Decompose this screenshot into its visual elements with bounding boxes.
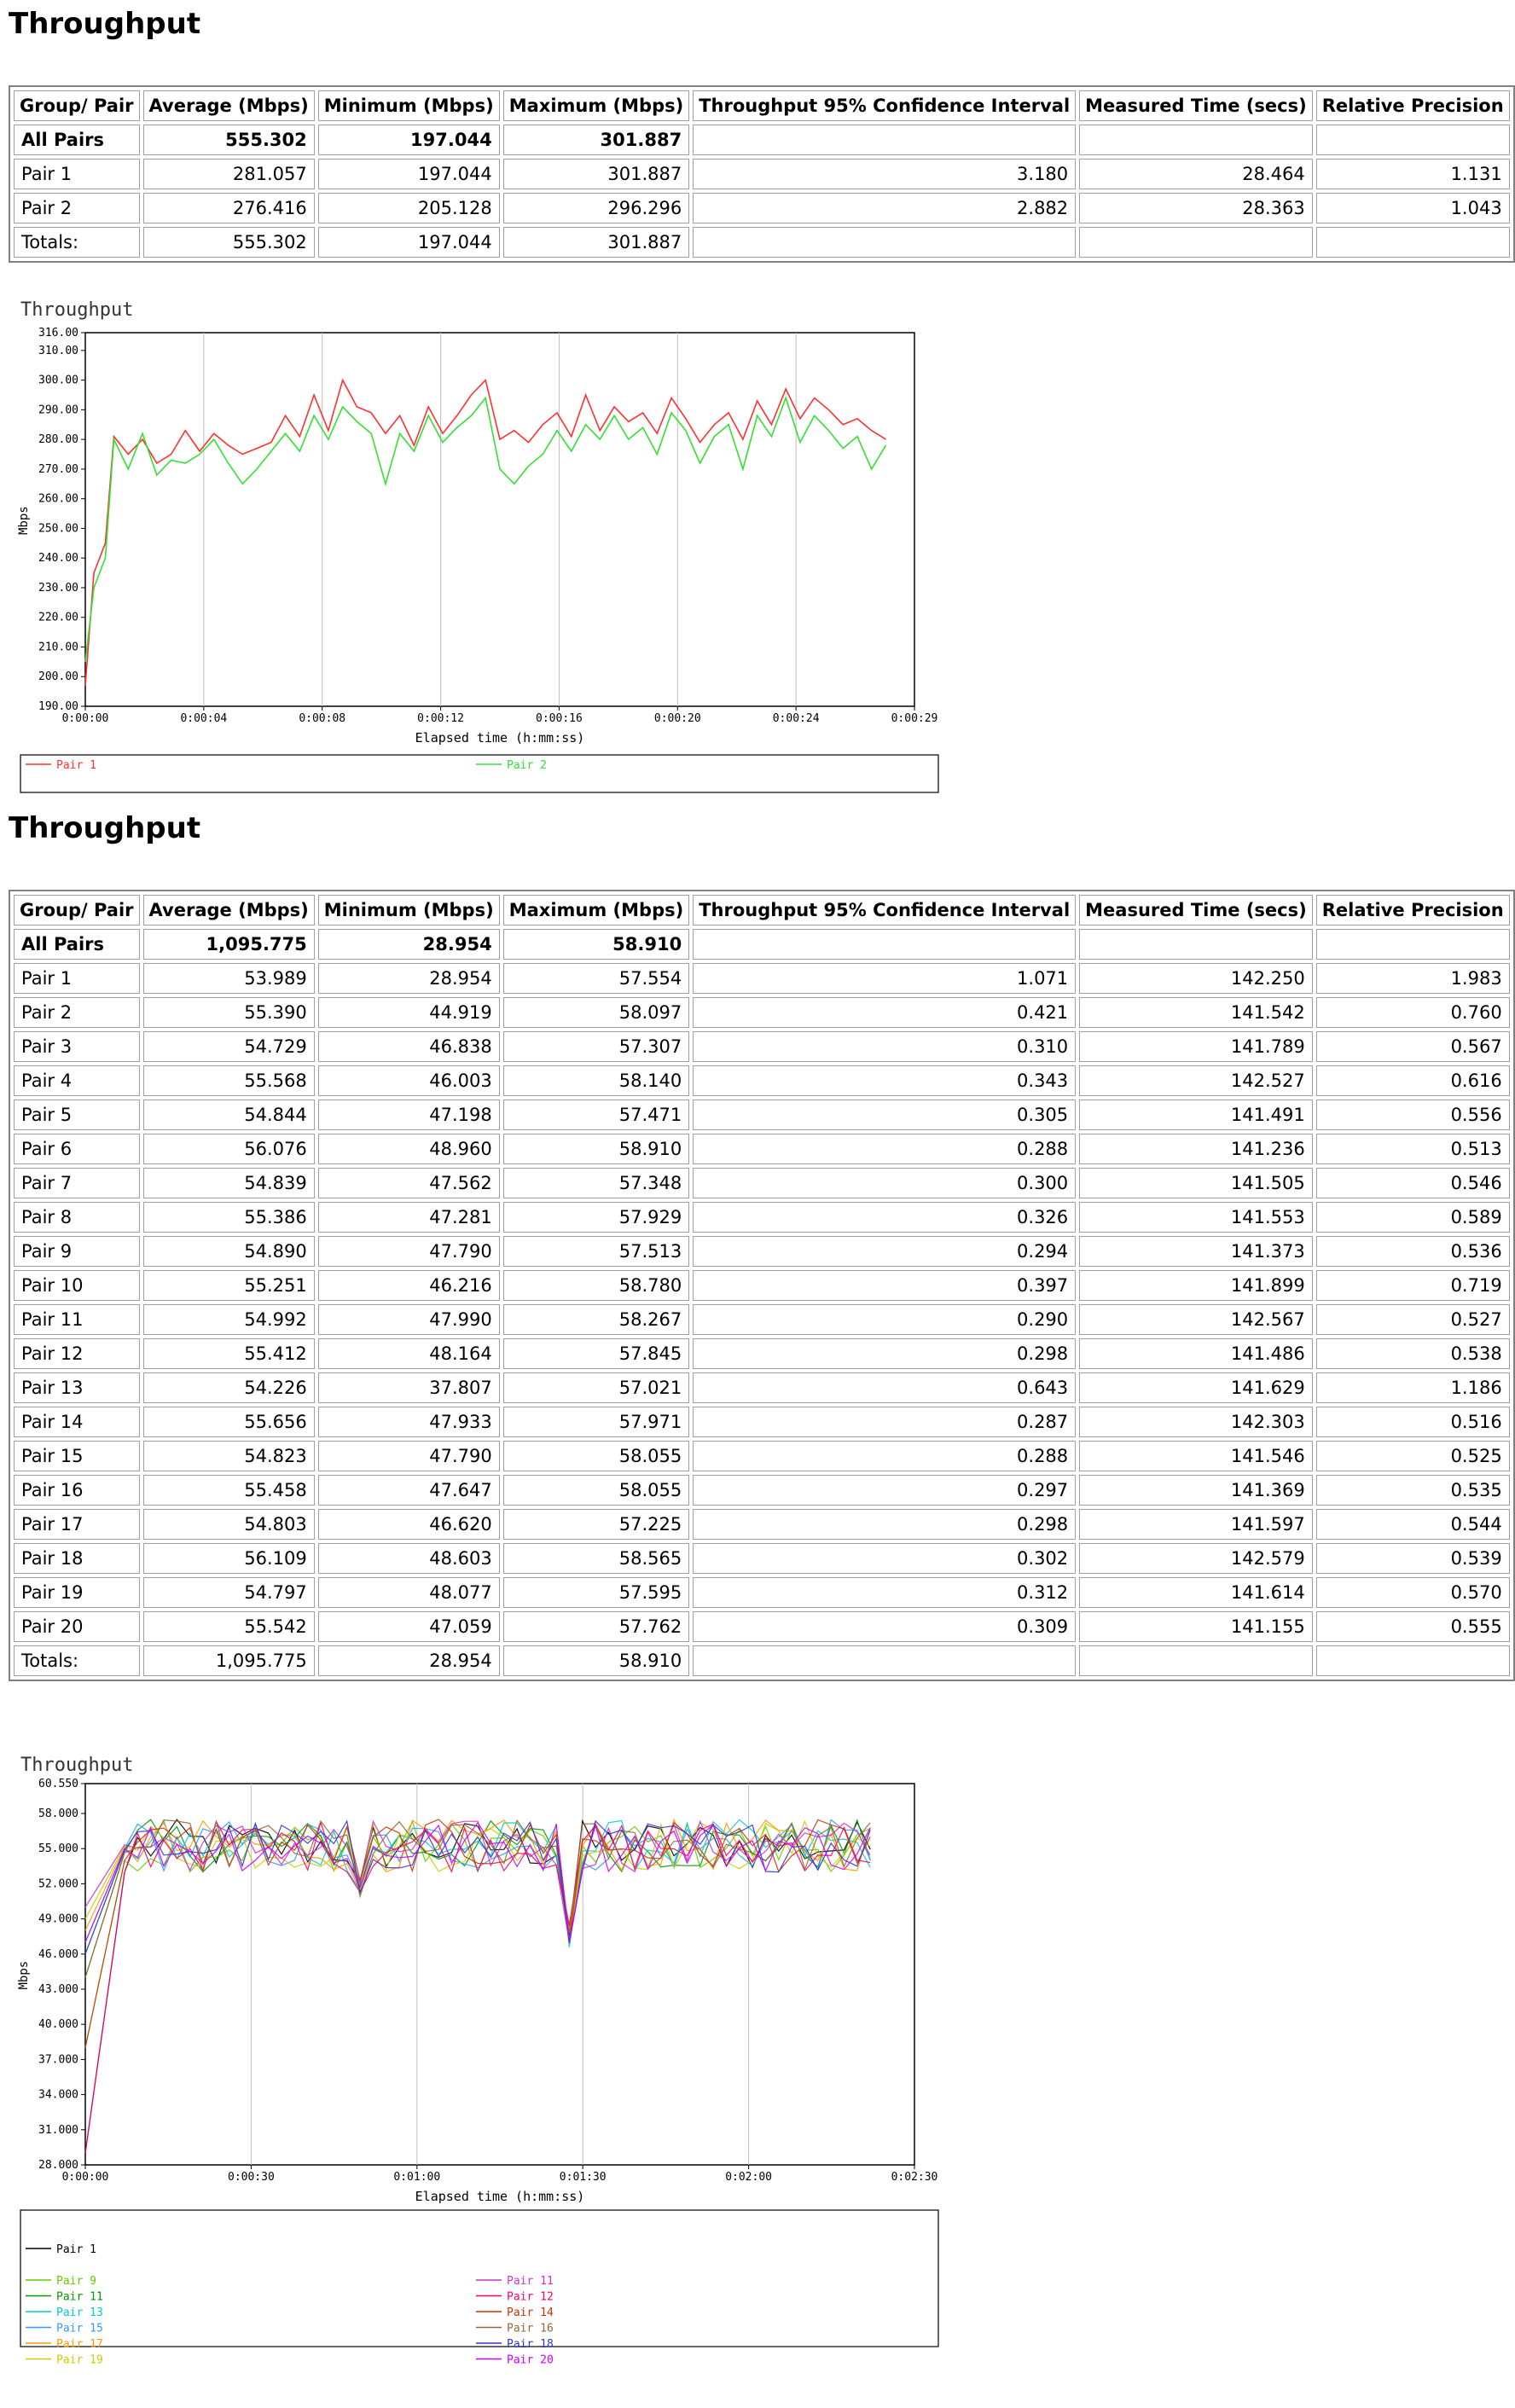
table-cell: 0.589 (1316, 1202, 1510, 1233)
table-cell: 57.971 (503, 1407, 690, 1437)
legend-label: Pair 1 (56, 2243, 96, 2256)
table-cell (693, 125, 1076, 155)
table-cell (1079, 929, 1313, 960)
row-label: Pair 20 (14, 1611, 140, 1642)
table-cell: 47.059 (318, 1611, 500, 1642)
table-cell: 142.303 (1079, 1407, 1313, 1437)
table-cell (1316, 929, 1510, 960)
table-row (14, 1134, 1510, 1164)
table-cell: 54.992 (143, 1304, 315, 1335)
row-label: Pair 9 (14, 1236, 140, 1267)
table-cell: 0.760 (1316, 997, 1510, 1028)
table-cell: 0.555 (1316, 1611, 1510, 1642)
table-cell: 0.719 (1316, 1270, 1510, 1301)
column-header: Maximum (Mbps) (503, 895, 690, 925)
table-cell (693, 1645, 1076, 1676)
table-cell: 141.789 (1079, 1031, 1313, 1062)
legend-label: Pair 1 (56, 759, 96, 772)
table-cell: 47.990 (318, 1304, 500, 1335)
table-cell: 0.326 (693, 1202, 1076, 1233)
plot-area (85, 333, 914, 706)
table-cell: 141.491 (1079, 1100, 1313, 1130)
table-cell: 54.803 (143, 1509, 315, 1540)
table-cell: 58.910 (503, 1134, 690, 1164)
table-cell: 57.554 (503, 963, 690, 994)
table-row (14, 1543, 1510, 1574)
table-row (14, 1270, 1510, 1301)
table-cell: 0.288 (693, 1441, 1076, 1471)
table-cell: 57.307 (503, 1031, 690, 1062)
table-cell: 46.620 (318, 1509, 500, 1540)
column-header: Measured Time (secs) (1079, 895, 1313, 925)
row-label: All Pairs (14, 929, 140, 960)
row-label: Pair 13 (14, 1372, 140, 1403)
table-row (14, 1577, 1510, 1608)
row-label: Totals: (14, 1645, 140, 1676)
table-row (14, 193, 1510, 223)
table-cell: 1,095.775 (143, 929, 315, 960)
table-cell: 28.954 (318, 929, 500, 960)
table-row (14, 1509, 1510, 1540)
table-cell: 54.890 (143, 1236, 315, 1267)
row-label: All Pairs (14, 125, 140, 155)
row-label: Pair 17 (14, 1509, 140, 1540)
table-cell: 205.128 (318, 193, 500, 223)
legend-label: Pair 15 (56, 2322, 103, 2335)
table-cell: 47.198 (318, 1100, 500, 1130)
legend-label: Pair 13 (56, 2306, 103, 2319)
throughput-chart-svg (9, 290, 955, 802)
column-header: Throughput 95% Confidence Interval (693, 895, 1076, 925)
table-row (14, 1475, 1510, 1506)
table-cell: 0.570 (1316, 1577, 1510, 1608)
row-label: Pair 15 (14, 1441, 140, 1471)
column-header: Measured Time (secs) (1079, 90, 1313, 121)
x-tick-label: 0:00:20 (653, 712, 701, 725)
table-cell: 301.887 (503, 227, 690, 258)
table-cell: 57.929 (503, 1202, 690, 1233)
table-cell: 0.305 (693, 1100, 1076, 1130)
table-cell: 0.539 (1316, 1543, 1510, 1574)
table-cell: 44.919 (318, 997, 500, 1028)
table-cell: 197.044 (318, 125, 500, 155)
row-label: Pair 6 (14, 1134, 140, 1164)
legend-label: Pair 14 (507, 2306, 554, 2319)
table-cell (1316, 125, 1510, 155)
row-label: Pair 5 (14, 1100, 140, 1130)
table-cell: 141.629 (1079, 1372, 1313, 1403)
table-header-row (14, 90, 1510, 121)
table-cell (1079, 227, 1313, 258)
y-tick-label: 316.00 (38, 327, 78, 339)
throughput-chart (9, 1745, 955, 2367)
table-cell: 141.486 (1079, 1338, 1313, 1369)
table-cell: 28.954 (318, 1645, 500, 1676)
table-row (14, 227, 1510, 258)
table-row (14, 1407, 1510, 1437)
table-cell: 276.416 (143, 193, 315, 223)
table-cell: 0.513 (1316, 1134, 1510, 1164)
table-cell: 0.302 (693, 1543, 1076, 1574)
column-header: Maximum (Mbps) (503, 90, 690, 121)
table-cell: 58.055 (503, 1441, 690, 1471)
table-cell: 58.565 (503, 1543, 690, 1574)
table-cell: 0.643 (693, 1372, 1076, 1403)
y-tick-label: 200.00 (38, 670, 78, 684)
table-cell: 2.882 (693, 193, 1076, 223)
y-tick-label: 210.00 (38, 641, 78, 654)
table-cell: 54.797 (143, 1577, 315, 1608)
table-cell: 55.251 (143, 1270, 315, 1301)
legend-label: Pair 19 (56, 2353, 103, 2367)
table-cell: 58.910 (503, 929, 690, 960)
table-cell: 3.180 (693, 159, 1076, 189)
table-cell: 555.302 (143, 125, 315, 155)
x-tick-label: 0:02:30 (891, 2171, 938, 2184)
column-header: Average (Mbps) (143, 90, 315, 121)
table-cell (1316, 1645, 1510, 1676)
table-cell: 53.989 (143, 963, 315, 994)
x-tick-label: 0:01:30 (559, 2171, 607, 2184)
table-row (14, 1611, 1510, 1642)
x-tick-label: 0:00:29 (891, 712, 938, 725)
table-cell (1316, 227, 1510, 258)
table-cell: 0.516 (1316, 1407, 1510, 1437)
table-cell: 0.397 (693, 1270, 1076, 1301)
table-cell: 0.556 (1316, 1100, 1510, 1130)
table-cell: 141.614 (1079, 1577, 1313, 1608)
y-tick-label: 310.00 (38, 344, 78, 357)
table-cell: 28.363 (1079, 193, 1313, 223)
table-cell: 57.348 (503, 1168, 690, 1198)
table-cell: 141.899 (1079, 1270, 1313, 1301)
table-cell: 48.077 (318, 1577, 500, 1608)
y-tick-label: 230.00 (38, 581, 78, 595)
table-cell: 58.097 (503, 997, 690, 1028)
table-cell: 0.300 (693, 1168, 1076, 1198)
table-cell: 0.310 (693, 1031, 1076, 1062)
table-cell: 57.845 (503, 1338, 690, 1369)
chart-title: Throughput (20, 299, 134, 321)
table-row (14, 997, 1510, 1028)
legend-label: Pair 17 (56, 2338, 103, 2351)
table-cell: 58.780 (503, 1270, 690, 1301)
table-cell: 281.057 (143, 159, 315, 189)
table-cell: 58.267 (503, 1304, 690, 1335)
table-row (14, 125, 1510, 155)
legend (20, 755, 938, 792)
table-cell: 142.250 (1079, 963, 1313, 994)
table-cell: 57.595 (503, 1577, 690, 1608)
table-row (14, 1338, 1510, 1369)
table-cell: 46.216 (318, 1270, 500, 1301)
table-cell: 0.535 (1316, 1475, 1510, 1506)
column-header: Group/ Pair (14, 90, 140, 121)
table-cell: 0.294 (693, 1236, 1076, 1267)
table-cell: 0.538 (1316, 1338, 1510, 1369)
table-row (14, 159, 1510, 189)
table-cell: 57.225 (503, 1509, 690, 1540)
table-cell: 58.910 (503, 1645, 690, 1676)
table-cell: 197.044 (318, 159, 500, 189)
table-cell: 0.290 (693, 1304, 1076, 1335)
table-cell: 57.762 (503, 1611, 690, 1642)
section-title: Throughput (9, 811, 201, 845)
table-cell: 57.021 (503, 1372, 690, 1403)
table-cell: 1.043 (1316, 193, 1510, 223)
table-cell: 0.567 (1316, 1031, 1510, 1062)
table-cell: 1.983 (1316, 963, 1510, 994)
table-row (14, 1236, 1510, 1267)
table-row (14, 1441, 1510, 1471)
table-cell (693, 227, 1076, 258)
table-row (14, 1372, 1510, 1403)
table-cell: 1.071 (693, 963, 1076, 994)
table-cell: 0.525 (1316, 1441, 1510, 1471)
table-cell: 0.546 (1316, 1168, 1510, 1198)
legend-label: Pair 11 (56, 2290, 103, 2304)
x-tick-label: 0:00:00 (61, 712, 109, 725)
table-cell: 54.823 (143, 1441, 315, 1471)
table-cell: 0.544 (1316, 1509, 1510, 1540)
column-header: Group/ Pair (14, 895, 140, 925)
table-cell: 57.471 (503, 1100, 690, 1130)
table-cell: 55.390 (143, 997, 315, 1028)
table-cell: 55.656 (143, 1407, 315, 1437)
table-cell: 47.562 (318, 1168, 500, 1198)
table-cell: 47.647 (318, 1475, 500, 1506)
legend-label: Pair 2 (507, 759, 547, 772)
column-header: Minimum (Mbps) (318, 90, 500, 121)
row-label: Pair 11 (14, 1304, 140, 1335)
x-tick-label: 0:00:30 (228, 2171, 275, 2184)
table-row (14, 963, 1510, 994)
x-tick-label: 0:02:00 (725, 2171, 772, 2184)
table-cell: 0.309 (693, 1611, 1076, 1642)
throughput-table (9, 85, 1515, 263)
table-cell: 0.297 (693, 1475, 1076, 1506)
x-tick-label: 0:01:00 (393, 2171, 441, 2184)
table-cell: 48.960 (318, 1134, 500, 1164)
table-cell: 54.729 (143, 1031, 315, 1062)
table-cell: 296.296 (503, 193, 690, 223)
table-cell (693, 929, 1076, 960)
legend-label: Pair 20 (507, 2353, 554, 2367)
row-label: Pair 10 (14, 1270, 140, 1301)
column-header: Throughput 95% Confidence Interval (693, 90, 1076, 121)
row-label: Pair 2 (14, 193, 140, 223)
table-cell (1079, 1645, 1313, 1676)
row-label: Pair 3 (14, 1031, 140, 1062)
y-tick-label: 280.00 (38, 433, 78, 447)
y-tick-label: 250.00 (38, 522, 78, 536)
table-cell: 1.131 (1316, 159, 1510, 189)
x-tick-label: 0:00:16 (536, 712, 583, 725)
table-cell: 141.505 (1079, 1168, 1313, 1198)
table-cell: 54.226 (143, 1372, 315, 1403)
y-tick-label: 290.00 (38, 403, 78, 417)
y-tick-label: 46.000 (38, 1947, 78, 1961)
table-cell: 0.288 (693, 1134, 1076, 1164)
table-cell: 141.236 (1079, 1134, 1313, 1164)
table-row (14, 1202, 1510, 1233)
table-cell: 141.546 (1079, 1441, 1313, 1471)
table-row (14, 1645, 1510, 1676)
table-cell: 142.579 (1079, 1543, 1313, 1574)
y-tick-label: 31.000 (38, 2123, 78, 2137)
x-axis-label: Elapsed time (h:mm:ss) (415, 2189, 585, 2204)
legend-label: Pair 9 (56, 2275, 96, 2288)
table-cell: 555.302 (143, 227, 315, 258)
y-tick-label: 220.00 (38, 611, 78, 624)
table-cell: 55.412 (143, 1338, 315, 1369)
table-cell: 37.807 (318, 1372, 500, 1403)
x-axis-label: Elapsed time (h:mm:ss) (415, 730, 585, 746)
table-cell: 141.553 (1079, 1202, 1313, 1233)
legend-label: Pair 11 (507, 2275, 554, 2288)
table-cell: 58.055 (503, 1475, 690, 1506)
chart-title: Throughput (20, 1755, 134, 1776)
y-tick-label: 300.00 (38, 374, 78, 387)
table-cell: 46.003 (318, 1065, 500, 1096)
table-cell: 55.386 (143, 1202, 315, 1233)
table-cell: 56.109 (143, 1543, 315, 1574)
column-header: Relative Precision (1316, 90, 1510, 121)
y-tick-label: 40.000 (38, 2018, 78, 2032)
row-label: Totals: (14, 227, 140, 258)
table-cell: 0.287 (693, 1407, 1076, 1437)
table-cell: 28.954 (318, 963, 500, 994)
table-cell: 0.312 (693, 1577, 1076, 1608)
table-cell: 55.568 (143, 1065, 315, 1096)
table-cell: 0.616 (1316, 1065, 1510, 1096)
table-cell: 0.343 (693, 1065, 1076, 1096)
row-label: Pair 1 (14, 159, 140, 189)
table-cell: 141.155 (1079, 1611, 1313, 1642)
row-label: Pair 1 (14, 963, 140, 994)
table-cell (1079, 125, 1313, 155)
table-cell: 141.542 (1079, 997, 1313, 1028)
table-cell: 57.513 (503, 1236, 690, 1267)
row-label: Pair 14 (14, 1407, 140, 1437)
table-cell: 301.887 (503, 159, 690, 189)
table-row (14, 1065, 1510, 1096)
x-tick-label: 0:00:04 (180, 712, 228, 725)
table-cell: 47.933 (318, 1407, 500, 1437)
x-tick-label: 0:00:24 (772, 712, 820, 725)
y-tick-label: 260.00 (38, 492, 78, 506)
y-axis-label: Mbps (17, 1960, 31, 1990)
x-tick-label: 0:00:12 (417, 712, 464, 725)
legend-label: Pair 16 (507, 2322, 554, 2335)
column-header: Minimum (Mbps) (318, 895, 500, 925)
throughput-table (9, 890, 1515, 1681)
table-cell: 55.458 (143, 1475, 315, 1506)
table-cell: 47.281 (318, 1202, 500, 1233)
y-tick-label: 60.550 (38, 1778, 78, 1790)
table-cell: 141.597 (1079, 1509, 1313, 1540)
table-row (14, 1100, 1510, 1130)
table-cell: 0.298 (693, 1338, 1076, 1369)
table-cell: 142.527 (1079, 1065, 1313, 1096)
table-row (14, 1304, 1510, 1335)
y-tick-label: 28.000 (38, 2159, 78, 2172)
table-cell: 1.186 (1316, 1372, 1510, 1403)
row-label: Pair 19 (14, 1577, 140, 1608)
table-cell: 141.369 (1079, 1475, 1313, 1506)
table-cell: 54.844 (143, 1100, 315, 1130)
row-label: Pair 8 (14, 1202, 140, 1233)
table-cell: 47.790 (318, 1236, 500, 1267)
row-label: Pair 12 (14, 1338, 140, 1369)
y-tick-label: 43.000 (38, 1983, 78, 1997)
table-row (14, 1168, 1510, 1198)
y-axis-label: Mbps (17, 506, 31, 535)
legend-label: Pair 12 (507, 2290, 554, 2304)
y-tick-label: 37.000 (38, 2053, 78, 2067)
x-tick-label: 0:00:00 (61, 2171, 109, 2184)
table-row (14, 929, 1510, 960)
throughput-chart-svg (9, 1745, 955, 2367)
table-header-row (14, 895, 1510, 925)
legend-label: Pair 18 (507, 2338, 554, 2351)
table-cell: 58.140 (503, 1065, 690, 1096)
y-tick-label: 55.000 (38, 1842, 78, 1856)
table-cell: 48.603 (318, 1543, 500, 1574)
y-tick-label: 52.000 (38, 1877, 78, 1891)
y-tick-label: 34.000 (38, 2088, 78, 2102)
table-cell: 46.838 (318, 1031, 500, 1062)
table-cell: 55.542 (143, 1611, 315, 1642)
column-header: Average (Mbps) (143, 895, 315, 925)
table-cell: 1,095.775 (143, 1645, 315, 1676)
table-cell: 0.527 (1316, 1304, 1510, 1335)
table-cell: 197.044 (318, 227, 500, 258)
table-cell: 0.298 (693, 1509, 1076, 1540)
x-tick-label: 0:00:08 (299, 712, 346, 725)
table-cell: 0.536 (1316, 1236, 1510, 1267)
y-tick-label: 240.00 (38, 552, 78, 566)
table-cell: 142.567 (1079, 1304, 1313, 1335)
table-cell: 48.164 (318, 1338, 500, 1369)
row-label: Pair 7 (14, 1168, 140, 1198)
table-row (14, 1031, 1510, 1062)
table-cell: 47.790 (318, 1441, 500, 1471)
row-label: Pair 16 (14, 1475, 140, 1506)
y-tick-label: 270.00 (38, 462, 78, 476)
table-cell: 28.464 (1079, 159, 1313, 189)
table-cell: 54.839 (143, 1168, 315, 1198)
y-tick-label: 190.00 (38, 700, 78, 713)
table-cell: 141.373 (1079, 1236, 1313, 1267)
throughput-chart (9, 290, 955, 802)
section-title: Throughput (9, 7, 201, 41)
legend (20, 2210, 938, 2347)
y-tick-label: 58.000 (38, 1807, 78, 1821)
y-tick-label: 49.000 (38, 1912, 78, 1926)
row-label: Pair 18 (14, 1543, 140, 1574)
row-label: Pair 2 (14, 997, 140, 1028)
row-label: Pair 4 (14, 1065, 140, 1096)
table-cell: 301.887 (503, 125, 690, 155)
table-cell: 0.421 (693, 997, 1076, 1028)
table-cell: 56.076 (143, 1134, 315, 1164)
column-header: Relative Precision (1316, 895, 1510, 925)
